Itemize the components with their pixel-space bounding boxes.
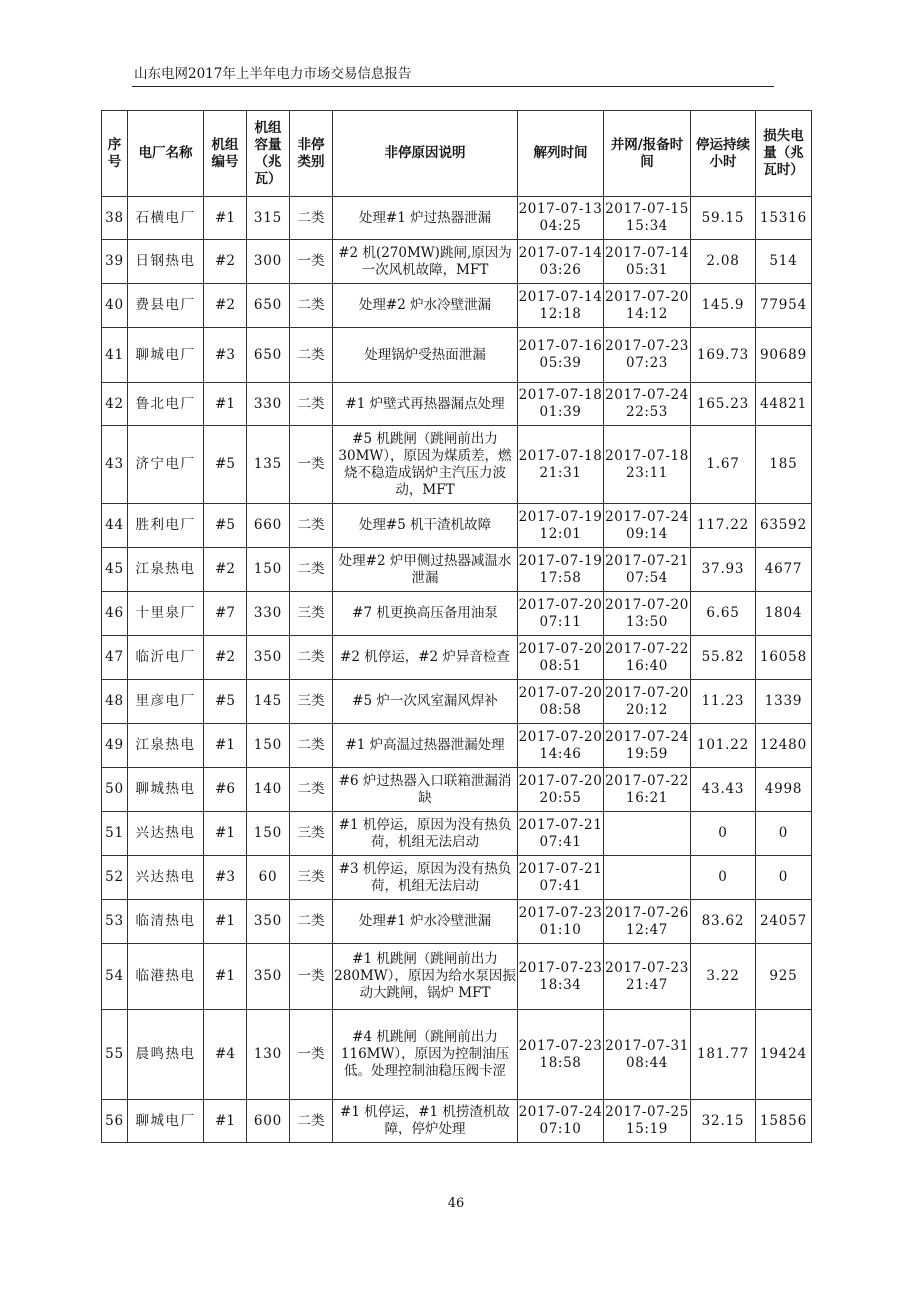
- cell-category: 二类: [290, 768, 333, 812]
- table-row: [102, 944, 812, 1010]
- table-row: [102, 240, 812, 284]
- cell-seq: 42: [102, 383, 128, 426]
- cell-seq: 51: [102, 812, 128, 856]
- cell-plant: 济宁电厂: [128, 426, 204, 504]
- cell-seq: 45: [102, 548, 128, 592]
- cell-on-time: 2017-07-23 21:47: [604, 944, 691, 1010]
- table-row: [102, 680, 812, 724]
- cell-hours: 101.22: [691, 724, 756, 768]
- cell-capacity: 130: [247, 1010, 290, 1100]
- cell-loss: 4677: [756, 548, 812, 592]
- cell-loss: 185: [756, 426, 812, 504]
- cell-hours: 0: [691, 812, 756, 856]
- cell-off-time: 2017-07-20 20:55: [518, 768, 604, 812]
- cell-unit: #5: [204, 680, 247, 724]
- table-row: [102, 900, 812, 944]
- table-row: [102, 812, 812, 856]
- cell-loss: 77954: [756, 284, 812, 328]
- cell-unit: #2: [204, 284, 247, 328]
- cell-off-time: 2017-07-24 07:10: [518, 1100, 604, 1143]
- cell-plant: 临沂电厂: [128, 636, 204, 680]
- cell-category: 二类: [290, 284, 333, 328]
- table-row: [102, 636, 812, 680]
- cell-hours: 11.23: [691, 680, 756, 724]
- cell-off-time: 2017-07-23 18:58: [518, 1010, 604, 1100]
- cell-seq: 54: [102, 944, 128, 1010]
- cell-capacity: 350: [247, 944, 290, 1010]
- cell-capacity: 315: [247, 197, 290, 240]
- cell-on-time: 2017-07-23 07:23: [604, 328, 691, 383]
- cell-on-time: 2017-07-31 08:44: [604, 1010, 691, 1100]
- cell-category: 二类: [290, 504, 333, 548]
- table-row: [102, 284, 812, 328]
- cell-unit: #3: [204, 856, 247, 900]
- cell-unit: #1: [204, 383, 247, 426]
- cell-reason: 处理锅炉受热面泄漏: [333, 328, 518, 383]
- cell-off-time: 2017-07-21 07:41: [518, 812, 604, 856]
- cell-plant: 里彦电厂: [128, 680, 204, 724]
- cell-off-time: 2017-07-20 07:11: [518, 592, 604, 636]
- cell-seq: 49: [102, 724, 128, 768]
- cell-hours: 2.08: [691, 240, 756, 284]
- cell-hours: 55.82: [691, 636, 756, 680]
- cell-off-time: 2017-07-23 18:34: [518, 944, 604, 1010]
- cell-loss: 0: [756, 856, 812, 900]
- cell-plant: 兴达热电: [128, 856, 204, 900]
- cell-on-time: 2017-07-22 16:40: [604, 636, 691, 680]
- cell-off-time: 2017-07-14 12:18: [518, 284, 604, 328]
- cell-loss: 925: [756, 944, 812, 1010]
- cell-plant: 日钢热电: [128, 240, 204, 284]
- cell-seq: 53: [102, 900, 128, 944]
- col-header-capacity: 机组容量（兆瓦）: [247, 111, 290, 197]
- cell-on-time: 2017-07-24 09:14: [604, 504, 691, 548]
- cell-hours: 181.77: [691, 1010, 756, 1100]
- cell-on-time: 2017-07-20 13:50: [604, 592, 691, 636]
- cell-hours: 83.62: [691, 900, 756, 944]
- cell-category: 三类: [290, 856, 333, 900]
- cell-plant: 鲁北电厂: [128, 383, 204, 426]
- cell-reason: 处理#1 炉过热器泄漏: [333, 197, 518, 240]
- cell-seq: 39: [102, 240, 128, 284]
- cell-unit: #1: [204, 197, 247, 240]
- cell-off-time: 2017-07-23 01:10: [518, 900, 604, 944]
- cell-hours: 3.22: [691, 944, 756, 1010]
- cell-unit: #4: [204, 1010, 247, 1100]
- cell-hours: 59.15: [691, 197, 756, 240]
- table-row: [102, 768, 812, 812]
- cell-unit: #1: [204, 1100, 247, 1143]
- cell-capacity: 140: [247, 768, 290, 812]
- table-row: [102, 383, 812, 426]
- cell-seq: 52: [102, 856, 128, 900]
- cell-off-time: 2017-07-16 05:39: [518, 328, 604, 383]
- cell-hours: 165.23: [691, 383, 756, 426]
- cell-capacity: 330: [247, 592, 290, 636]
- cell-off-time: 2017-07-20 14:46: [518, 724, 604, 768]
- cell-capacity: 350: [247, 636, 290, 680]
- cell-reason: #2 机(270MW)跳闸,原因为一次风机故障，MFT: [333, 240, 518, 284]
- cell-seq: 44: [102, 504, 128, 548]
- cell-category: 三类: [290, 592, 333, 636]
- cell-unit: #6: [204, 768, 247, 812]
- table-row: [102, 328, 812, 383]
- table-row: [102, 592, 812, 636]
- cell-reason: #4 机跳闸（跳闸前出力116MW），原因为控制油压低。处理控制油稳压阀卡涩: [333, 1010, 518, 1100]
- cell-capacity: 135: [247, 426, 290, 504]
- cell-plant: 临清热电: [128, 900, 204, 944]
- col-header-seq: 序号: [102, 111, 128, 197]
- col-header-off-time: 解列时间: [518, 111, 604, 197]
- cell-category: 二类: [290, 900, 333, 944]
- cell-on-time: 2017-07-21 07:54: [604, 548, 691, 592]
- cell-on-time: 2017-07-18 23:11: [604, 426, 691, 504]
- cell-reason: 处理#2 炉甲侧过热器减温水泄漏: [333, 548, 518, 592]
- cell-loss: 19424: [756, 1010, 812, 1100]
- cell-on-time: 2017-07-20 20:12: [604, 680, 691, 724]
- cell-loss: 15856: [756, 1100, 812, 1143]
- cell-plant: 聊城电厂: [128, 1100, 204, 1143]
- cell-unit: #2: [204, 548, 247, 592]
- cell-loss: 15316: [756, 197, 812, 240]
- cell-unit: #5: [204, 426, 247, 504]
- cell-category: 三类: [290, 812, 333, 856]
- table-row: [102, 504, 812, 548]
- cell-reason: #1 炉壁式再热器漏点处理: [333, 383, 518, 426]
- cell-capacity: 150: [247, 724, 290, 768]
- table-row: [102, 1100, 812, 1143]
- outage-table: [101, 110, 812, 1143]
- cell-unit: #2: [204, 240, 247, 284]
- cell-reason: #3 机停运，原因为没有热负荷，机组无法启动: [333, 856, 518, 900]
- cell-on-time: 2017-07-25 15:19: [604, 1100, 691, 1143]
- cell-plant: 聊城热电: [128, 768, 204, 812]
- cell-hours: 43.43: [691, 768, 756, 812]
- cell-off-time: 2017-07-20 08:58: [518, 680, 604, 724]
- cell-seq: 50: [102, 768, 128, 812]
- cell-unit: #1: [204, 812, 247, 856]
- cell-loss: 44821: [756, 383, 812, 426]
- cell-capacity: 650: [247, 328, 290, 383]
- table-row: [102, 1010, 812, 1100]
- col-header-on-time: 并网/报备时间: [604, 111, 691, 197]
- col-header-hours: 停运持续小时: [691, 111, 756, 197]
- cell-unit: #7: [204, 592, 247, 636]
- cell-reason: #1 机跳闸（跳闸前出力280MW），原因为给水泵因振动大跳闸，锅炉 MFT: [333, 944, 518, 1010]
- table-row: [102, 548, 812, 592]
- cell-loss: 12480: [756, 724, 812, 768]
- cell-category: 二类: [290, 724, 333, 768]
- cell-reason: #5 机跳闸（跳闸前出力30MW），原因为煤质差，燃烧不稳造成锅炉主汽压力波动，MFT: [333, 426, 518, 504]
- cell-capacity: 330: [247, 383, 290, 426]
- cell-loss: 1339: [756, 680, 812, 724]
- cell-on-time: 2017-07-15 15:34: [604, 197, 691, 240]
- col-header-category: 非停类别: [290, 111, 333, 197]
- cell-reason: #1 机停运，#1 机捞渣机故障，停炉处理: [333, 1100, 518, 1143]
- cell-hours: 6.65: [691, 592, 756, 636]
- cell-unit: #5: [204, 504, 247, 548]
- cell-seq: 55: [102, 1010, 128, 1100]
- cell-plant: 兴达热电: [128, 812, 204, 856]
- cell-hours: 117.22: [691, 504, 756, 548]
- cell-category: 二类: [290, 1100, 333, 1143]
- cell-seq: 43: [102, 426, 128, 504]
- cell-seq: 41: [102, 328, 128, 383]
- cell-hours: 32.15: [691, 1100, 756, 1143]
- cell-off-time: 2017-07-13 04:25: [518, 197, 604, 240]
- cell-on-time: 2017-07-14 05:31: [604, 240, 691, 284]
- cell-capacity: 600: [247, 1100, 290, 1143]
- cell-reason: #2 机停运，#2 炉异音检查: [333, 636, 518, 680]
- cell-off-time: 2017-07-14 03:26: [518, 240, 604, 284]
- header-divider: [132, 86, 774, 87]
- cell-off-time: 2017-07-18 01:39: [518, 383, 604, 426]
- cell-capacity: 60: [247, 856, 290, 900]
- cell-loss: 1804: [756, 592, 812, 636]
- cell-seq: 46: [102, 592, 128, 636]
- cell-seq: 40: [102, 284, 128, 328]
- table-row: [102, 197, 812, 240]
- cell-seq: 38: [102, 197, 128, 240]
- cell-category: 一类: [290, 240, 333, 284]
- table-row: [102, 856, 812, 900]
- cell-hours: 0: [691, 856, 756, 900]
- cell-unit: #1: [204, 900, 247, 944]
- cell-on-time: [604, 812, 691, 856]
- cell-on-time: 2017-07-22 16:21: [604, 768, 691, 812]
- cell-seq: 56: [102, 1100, 128, 1143]
- cell-plant: 江泉热电: [128, 724, 204, 768]
- cell-seq: 47: [102, 636, 128, 680]
- cell-unit: #1: [204, 944, 247, 1010]
- report-header-title: 山东电网2017年上半年电力市场交易信息报告: [134, 66, 412, 82]
- cell-category: 一类: [290, 1010, 333, 1100]
- cell-category: 一类: [290, 426, 333, 504]
- cell-off-time: 2017-07-20 08:51: [518, 636, 604, 680]
- cell-capacity: 300: [247, 240, 290, 284]
- cell-reason: 处理#1 炉水冷壁泄漏: [333, 900, 518, 944]
- cell-hours: 145.9: [691, 284, 756, 328]
- cell-off-time: 2017-07-18 21:31: [518, 426, 604, 504]
- page-number: 46: [447, 1196, 465, 1211]
- cell-unit: #1: [204, 724, 247, 768]
- table-row: [102, 426, 812, 504]
- cell-reason: #5 炉一次风室漏风焊补: [333, 680, 518, 724]
- cell-loss: 90689: [756, 328, 812, 383]
- cell-plant: 江泉热电: [128, 548, 204, 592]
- cell-category: 二类: [290, 328, 333, 383]
- cell-loss: 514: [756, 240, 812, 284]
- cell-reason: #6 炉过热器入口联箱泄漏消缺: [333, 768, 518, 812]
- cell-reason: #7 机更换高压备用油泵: [333, 592, 518, 636]
- cell-unit: #2: [204, 636, 247, 680]
- cell-plant: 十里泉厂: [128, 592, 204, 636]
- cell-plant: 石横电厂: [128, 197, 204, 240]
- cell-capacity: 150: [247, 548, 290, 592]
- cell-seq: 48: [102, 680, 128, 724]
- col-header-plant: 电厂名称: [128, 111, 204, 197]
- cell-plant: 临港热电: [128, 944, 204, 1010]
- cell-reason: 处理#2 炉水冷壁泄漏: [333, 284, 518, 328]
- cell-hours: 169.73: [691, 328, 756, 383]
- cell-loss: 24057: [756, 900, 812, 944]
- cell-plant: 聊城电厂: [128, 328, 204, 383]
- cell-loss: 0: [756, 812, 812, 856]
- cell-capacity: 660: [247, 504, 290, 548]
- cell-hours: 37.93: [691, 548, 756, 592]
- cell-capacity: 150: [247, 812, 290, 856]
- cell-on-time: 2017-07-26 12:47: [604, 900, 691, 944]
- cell-category: 二类: [290, 197, 333, 240]
- col-header-unit: 机组编号: [204, 111, 247, 197]
- cell-category: 二类: [290, 636, 333, 680]
- table-header-row: [102, 111, 812, 197]
- cell-reason: #1 机停运，原因为没有热负荷，机组无法启动: [333, 812, 518, 856]
- table-row: [102, 724, 812, 768]
- cell-capacity: 350: [247, 900, 290, 944]
- cell-on-time: [604, 856, 691, 900]
- cell-loss: 63592: [756, 504, 812, 548]
- cell-hours: 1.67: [691, 426, 756, 504]
- cell-plant: 费县电厂: [128, 284, 204, 328]
- cell-capacity: 145: [247, 680, 290, 724]
- cell-reason: 处理#5 机干渣机故障: [333, 504, 518, 548]
- cell-plant: 胜利电厂: [128, 504, 204, 548]
- cell-on-time: 2017-07-24 19:59: [604, 724, 691, 768]
- cell-capacity: 650: [247, 284, 290, 328]
- cell-loss: 4998: [756, 768, 812, 812]
- cell-off-time: 2017-07-19 12:01: [518, 504, 604, 548]
- cell-plant: 晨鸣热电: [128, 1010, 204, 1100]
- cell-category: 一类: [290, 944, 333, 1010]
- col-header-loss: 损失电量（兆瓦时）: [756, 111, 812, 197]
- cell-off-time: 2017-07-19 17:58: [518, 548, 604, 592]
- cell-category: 二类: [290, 548, 333, 592]
- col-header-reason: 非停原因说明: [333, 111, 518, 197]
- cell-on-time: 2017-07-24 22:53: [604, 383, 691, 426]
- cell-on-time: 2017-07-20 14:12: [604, 284, 691, 328]
- cell-off-time: 2017-07-21 07:41: [518, 856, 604, 900]
- cell-reason: #1 炉高温过热器泄漏处理: [333, 724, 518, 768]
- cell-category: 三类: [290, 680, 333, 724]
- cell-unit: #3: [204, 328, 247, 383]
- cell-loss: 16058: [756, 636, 812, 680]
- cell-category: 二类: [290, 383, 333, 426]
